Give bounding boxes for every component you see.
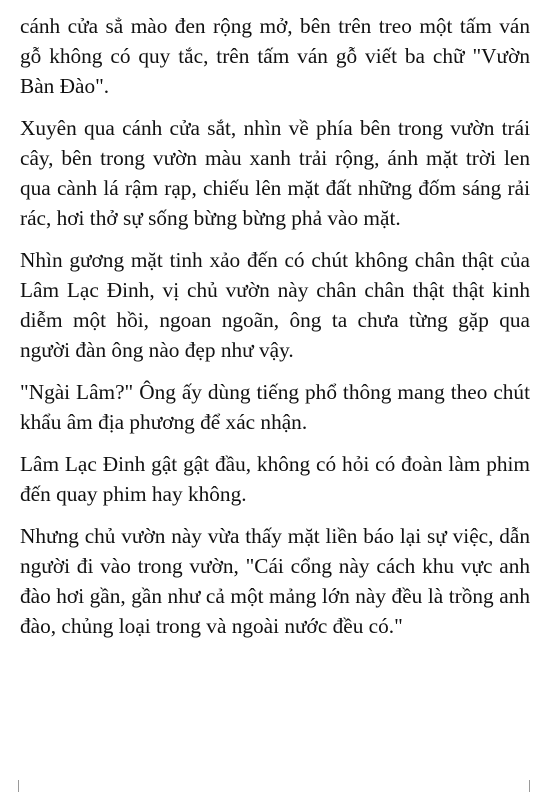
paragraph-4: "Ngài Lâm?" Ông ấy dùng tiếng phổ thông mang theo chút khẩu âm địa phương để xác nhận.	[20, 380, 530, 434]
paragraph-5: Lâm Lạc Đinh gật gật đầu, không có hỏi có đoàn làm phim đến quay phim hay không.	[20, 452, 530, 506]
paragraph-3: Nhìn gương mặt tinh xảo đến có chút không chân thật của Lâm Lạc Đinh, vị chủ vườn này chân chân thật thật kinh diễm một hồi, ngoan ngoãn, ông ta chưa từng gặp qua người đàn ông nào đẹp như vậy.	[20, 248, 530, 362]
page-corner-mark-right	[529, 780, 542, 792]
paragraph-6: Nhưng chủ vườn này vừa thấy mặt liền báo lại sự việc, dẫn người đi vào trong vườn, "Cái cổng này cách khu vực anh đào hơi gần, gần như cả một mảng lớn này đều là trồng anh đào, chủng loại trong và ngoài nước đều có."	[20, 524, 530, 638]
paragraph-2: Xuyên qua cánh cửa sắt, nhìn về phía bên trong vườn trái cây, bên trong vườn màu xanh trải rộng, ánh mặt trời len qua cành lá rậm rạp, chiếu lên mặt đất những đốm sáng rải rác, hơi thở sự sống bừng bừng phả vào mặt.	[20, 116, 530, 230]
paragraph-1: cánh cửa sẳ mào đen rộng mở, bên trên treo một tấm ván gỗ không có quy tắc, trên tấm ván gỗ viết ba chữ "Vườn Bàn Đào".	[20, 14, 530, 98]
page-corner-mark-left	[6, 780, 19, 792]
document-body	[20, 11, 530, 653]
